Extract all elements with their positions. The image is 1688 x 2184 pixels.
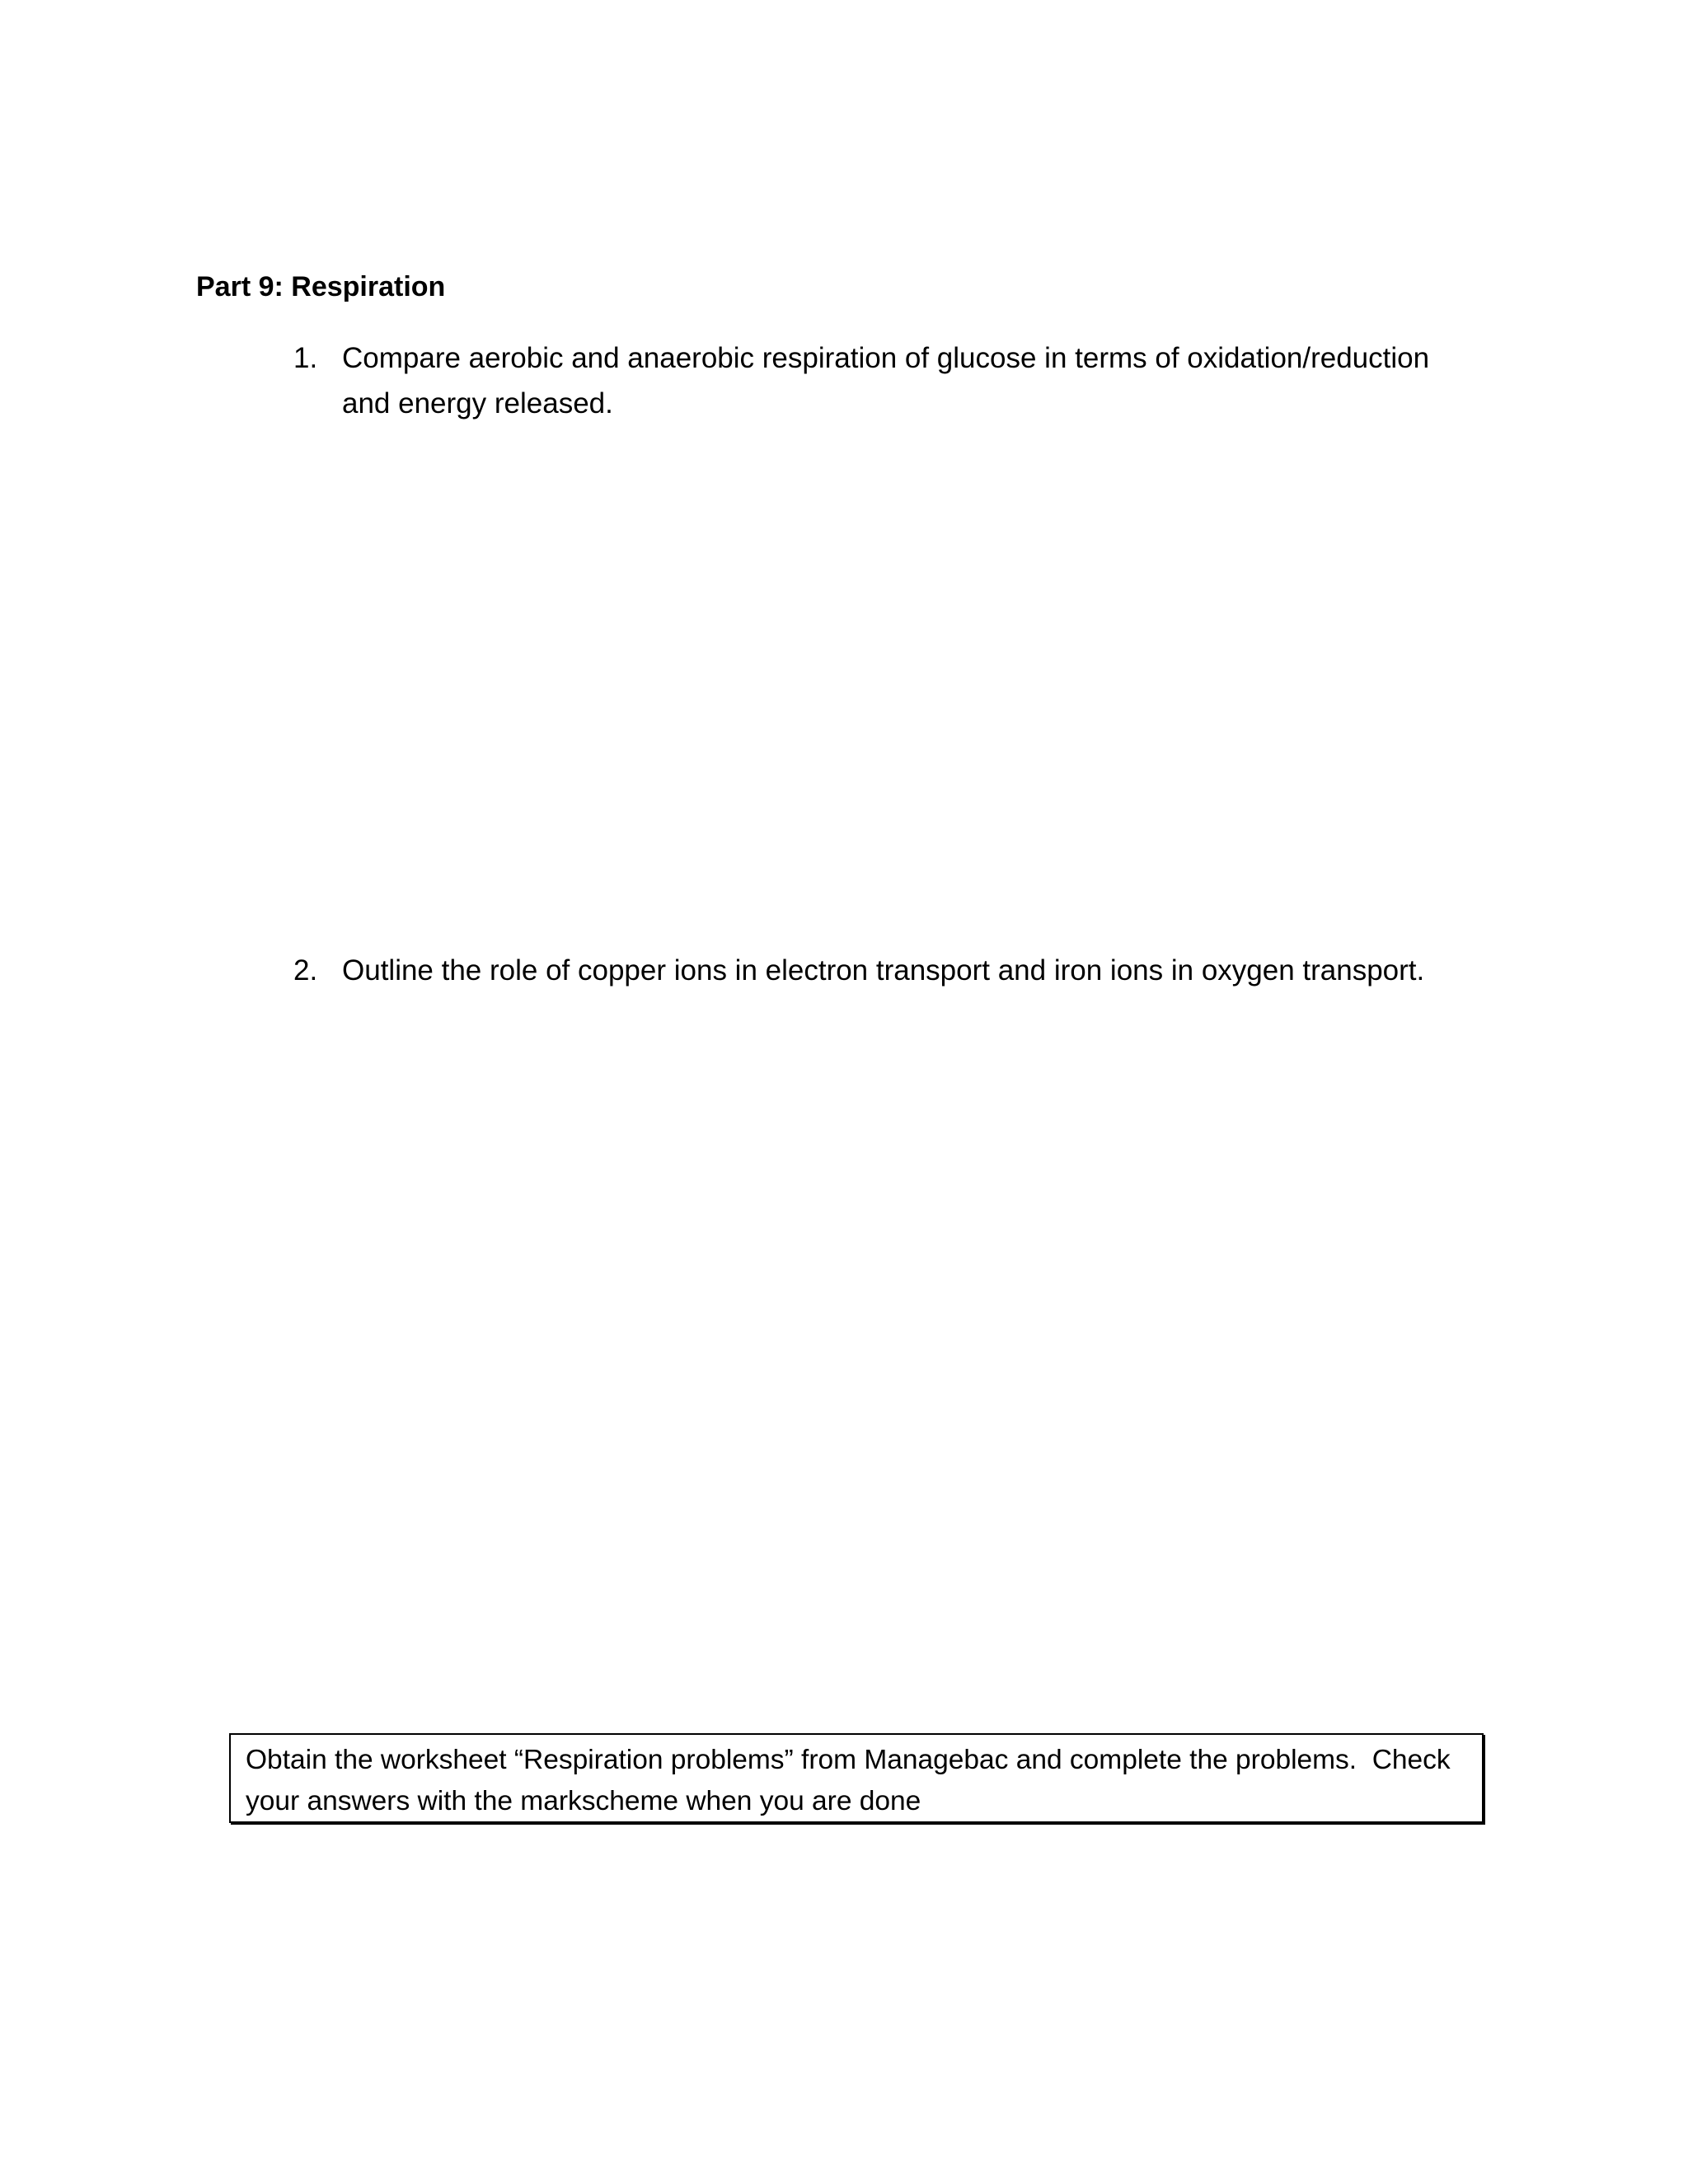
question-number: 1. (293, 342, 318, 374)
instruction-line: your answers with the markscheme when you are done (246, 1786, 921, 1816)
question-number: 2. (293, 954, 318, 987)
instruction-box (229, 1733, 1484, 1823)
question-item (293, 335, 1456, 426)
question-text: Compare aerobic and anaerobic respiration of glucose in terms of oxidation/reduction and energy released. (342, 342, 1430, 419)
question-text: Outline the role of copper ions in electron transport and iron ions in oxygen transport. (342, 954, 1425, 987)
instruction-line: Obtain the worksheet “Respiration problems” from Managebac and complete the problems. Check (246, 1745, 1451, 1775)
question-item (293, 948, 1456, 993)
section-heading: Part 9: Respiration (196, 271, 446, 302)
